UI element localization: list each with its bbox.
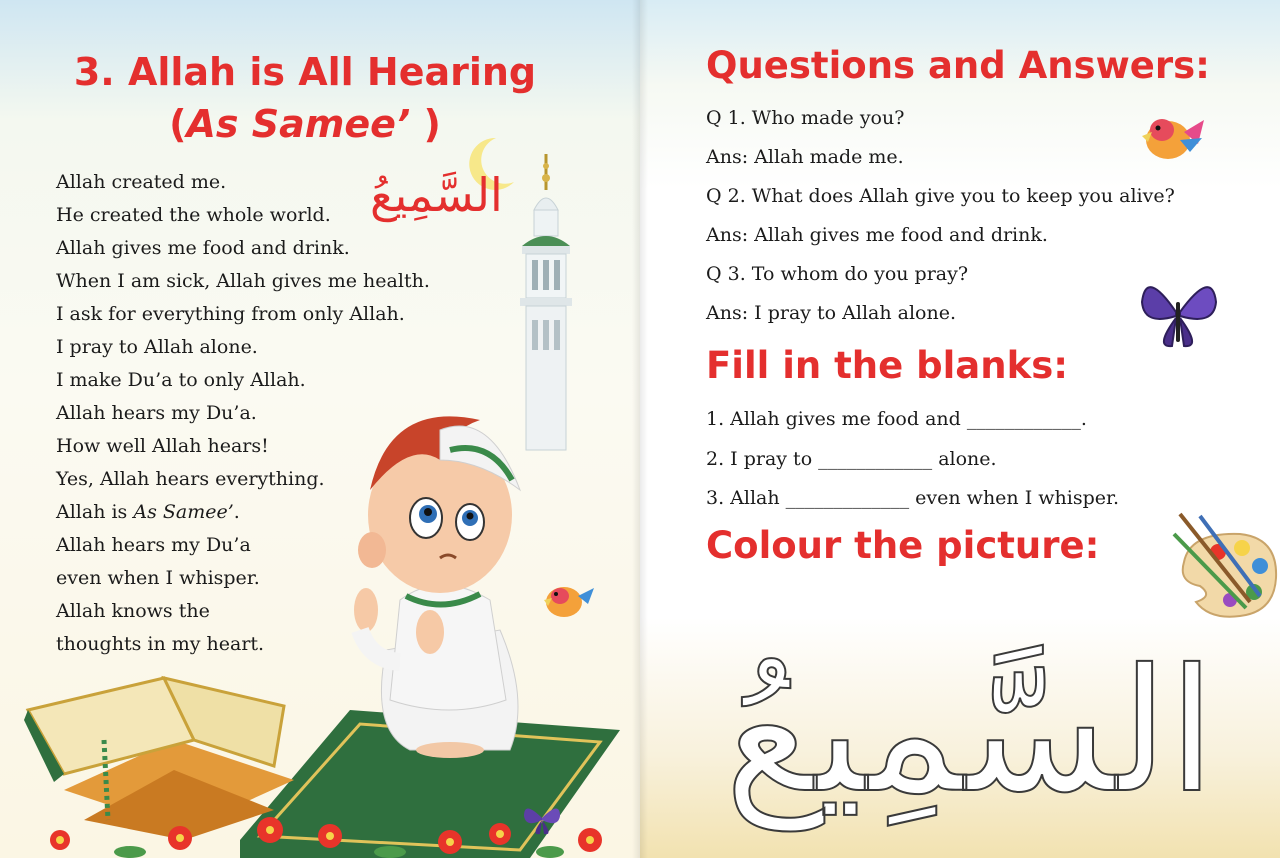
qa-line: Ans: Allah gives me food and drink. xyxy=(706,224,1048,246)
outline-arabic-text: السَّمِيعُ xyxy=(724,633,1216,831)
poem-line: I make Du’a to only Allah. xyxy=(56,369,306,391)
poem-line: When I am sick, Allah gives me health. xyxy=(56,270,430,292)
blank-line: 1. Allah gives me food and ____________. xyxy=(706,408,1087,430)
calligraphy-outline xyxy=(724,580,1216,858)
bird-icon xyxy=(1140,110,1206,164)
qa-line: Ans: Allah made me. xyxy=(706,146,904,168)
bird-icon xyxy=(542,578,596,622)
poem-line: thoughts in my heart. xyxy=(56,633,265,655)
qa-line: Q 2. What does Allah give you to keep you alive? xyxy=(706,185,1175,207)
subtitle-name: As Samee’ xyxy=(186,102,411,146)
poem-line: Allah gives me food and drink. xyxy=(56,237,350,259)
questions-heading: Questions and Answers: xyxy=(706,44,1210,87)
poem-line-end: . xyxy=(233,501,240,523)
page-gutter xyxy=(632,0,648,858)
butterfly-icon xyxy=(1136,272,1220,352)
poem-line: even when I whisper. xyxy=(56,567,260,589)
boy-praying-illustration xyxy=(330,400,550,760)
arabic-name-red: السَّمِيعُ xyxy=(370,168,503,222)
poem-line: Yes, Allah hears everything. xyxy=(56,468,325,490)
page-title: 3. Allah is All Hearing xyxy=(73,50,537,94)
flowers-illustration xyxy=(30,800,630,858)
colour-heading: Colour the picture: xyxy=(706,524,1100,567)
blanks-heading: Fill in the blanks: xyxy=(706,344,1069,387)
poem-line: I ask for everything from only Allah. xyxy=(56,303,405,325)
poem-line: Allah hears my Du’a xyxy=(56,534,251,556)
blank-line: 2. I pray to ____________ alone. xyxy=(706,448,997,470)
poem-line: Allah hears my Du’a. xyxy=(56,402,257,424)
blank-line: 3. Allah _____________ even when I whisper. xyxy=(706,487,1120,509)
subtitle-open: ( xyxy=(169,102,187,146)
qa-line: Ans: I pray to Allah alone. xyxy=(706,302,956,324)
poem-line: He created the whole world. xyxy=(56,204,331,226)
poem-line: Allah created me. xyxy=(56,171,227,193)
poem-line: How well Allah hears! xyxy=(56,435,269,457)
poem-italic-name: As Samee’ xyxy=(133,501,234,523)
poem-line-start: Allah is xyxy=(56,501,134,523)
qa-line: Q 1. Who made you? xyxy=(706,107,905,129)
subtitle-close: ) xyxy=(410,102,441,146)
poem-line: Allah knows the xyxy=(56,600,210,622)
right-page xyxy=(640,0,1280,858)
qa-line: Q 3. To whom do you pray? xyxy=(706,263,969,285)
page-subtitle xyxy=(0,102,610,146)
poem-line: I pray to Allah alone. xyxy=(56,336,258,358)
paint-palette-icon xyxy=(1170,512,1280,626)
